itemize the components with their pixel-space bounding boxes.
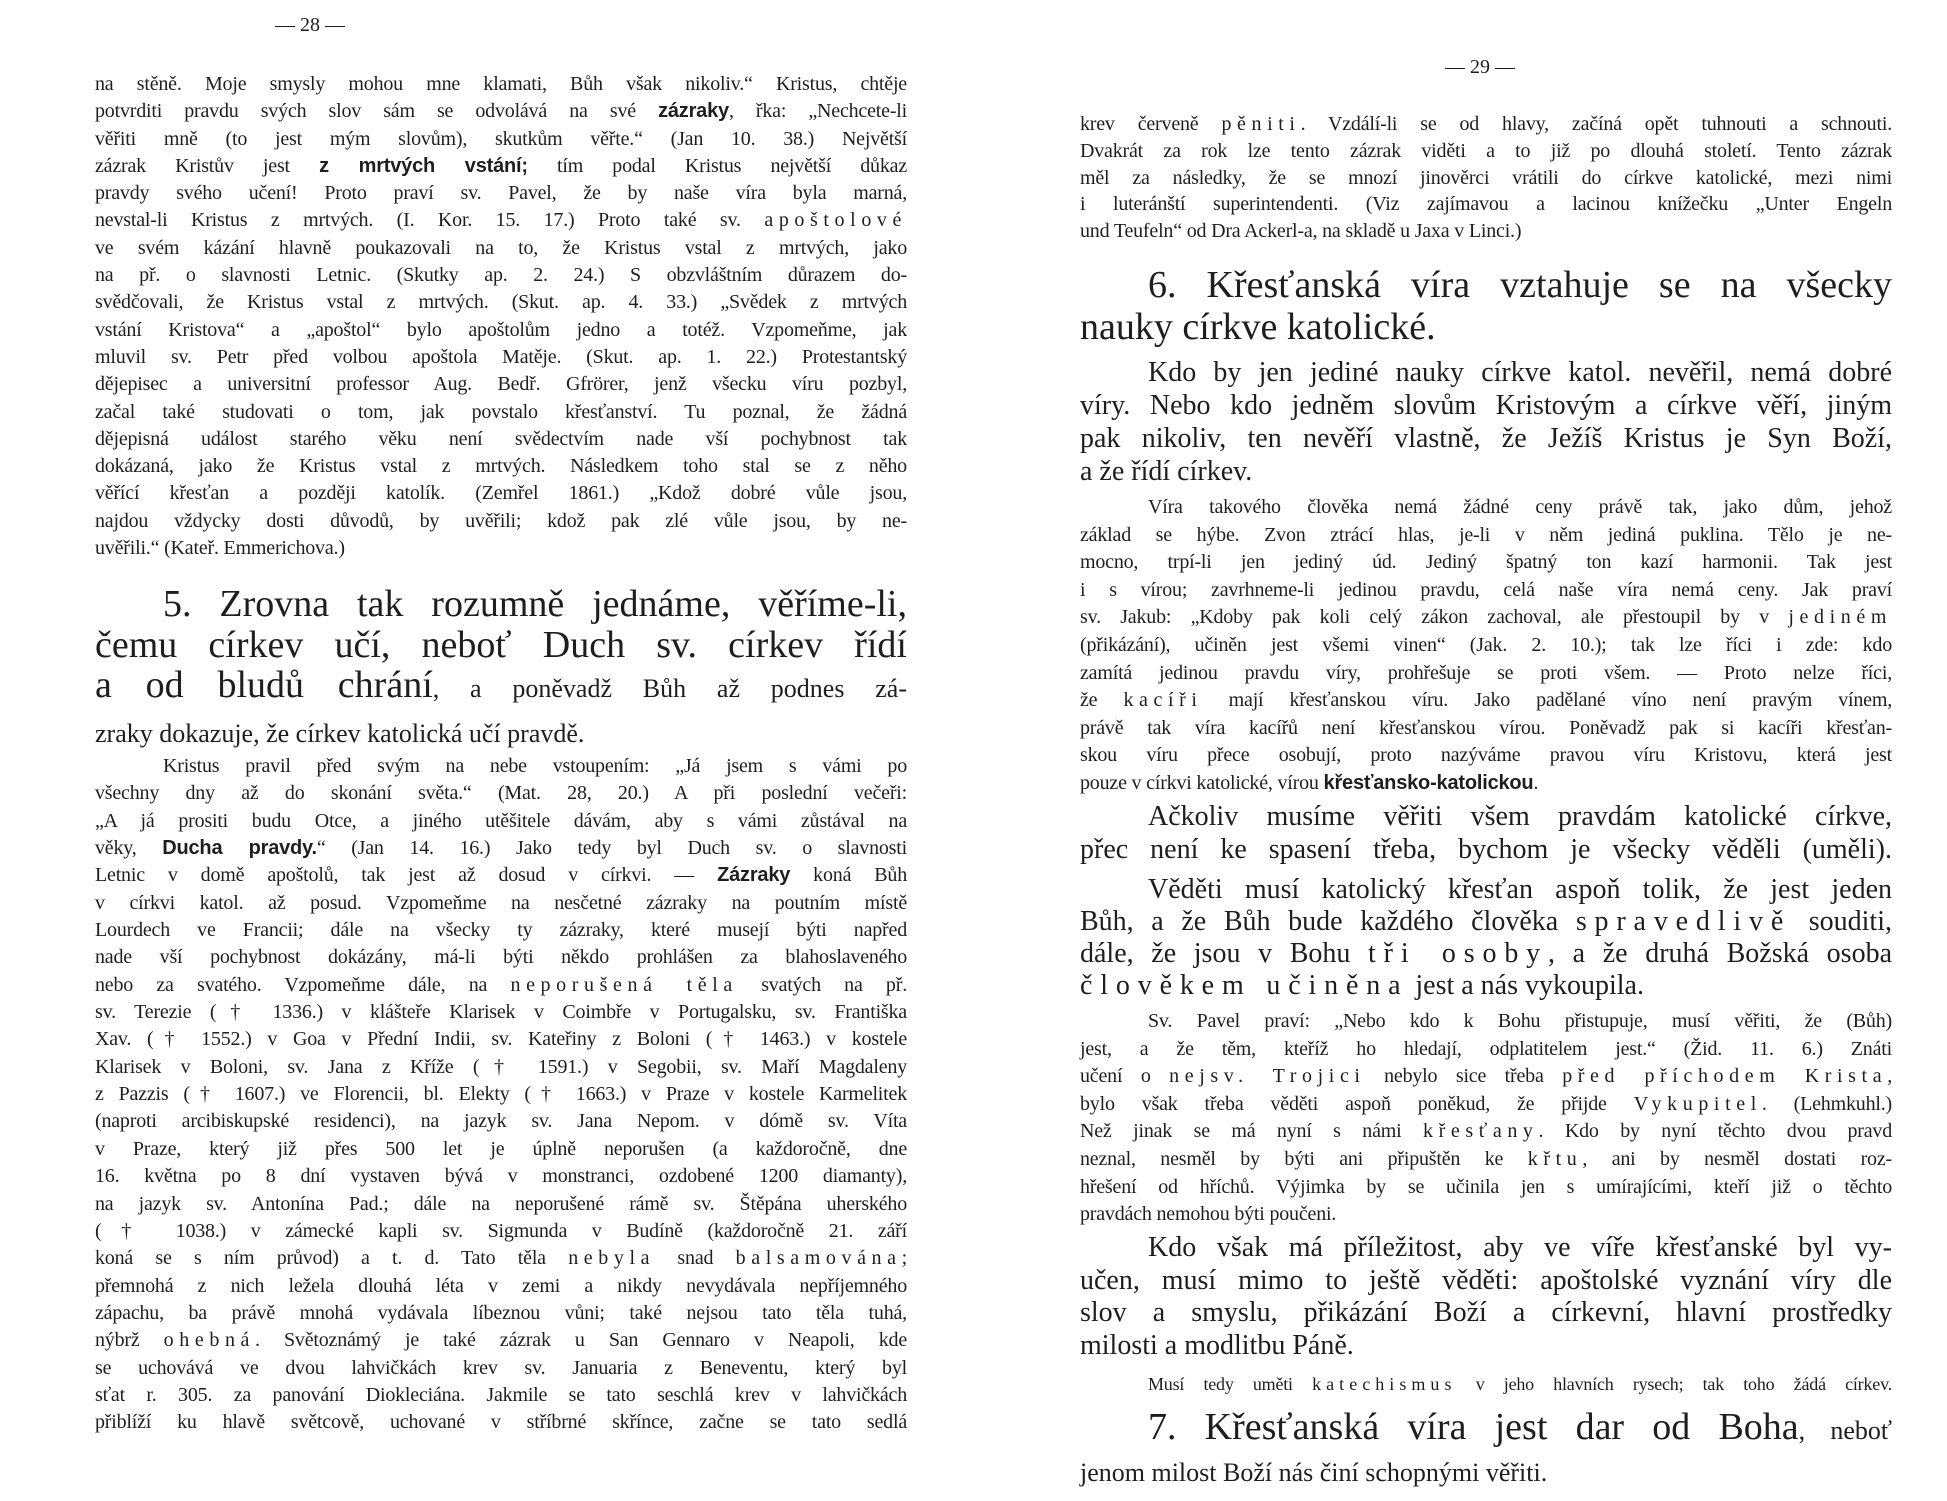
- text-run: Musí tedy uměti: [1148, 1374, 1313, 1394]
- text-run: , řka: „Nechcete-li: [728, 100, 907, 123]
- text-line: [95, 1136, 907, 1163]
- text-run: ,: [1887, 1065, 1892, 1088]
- text-run: Lourdech ve Francii; dále na všecky ty zázraky, které musejí býti napřed: [95, 919, 907, 942]
- text-run: nevstal-li Kristus z mrtvých. (I. Kor. 15. 17.) Proto také sv.: [95, 209, 765, 232]
- text-line: [95, 780, 907, 807]
- text-run: Xav. († 1552.) v Goa v Přední Indii, sv. Kateřiny z Boloni († 1463.) v kostele: [95, 1028, 907, 1051]
- text-run: uvěřili.“ (Kateř. Emmerichova.): [95, 537, 345, 560]
- text-run: Bůh, a že Bůh bude každého člověka: [1080, 906, 1576, 937]
- text-run: věřiti mně (to jest mým slovům), skutkům věřte.“ (Jan 10. 38.) Největší: [95, 127, 907, 150]
- text-line: [1080, 306, 1892, 348]
- text-line: [1080, 938, 1892, 970]
- text-run: , a poněvadž Bůh až podnes zá-: [432, 674, 907, 703]
- text-line: [1080, 356, 1892, 389]
- text-run: 16. května po 8 dní vystaven bývá v monstranci, ozdobené 1200 diamanty),: [95, 1165, 907, 1188]
- text-line: [1080, 455, 1892, 488]
- spaced-emphasis: nejsv. Trojici: [1169, 1065, 1366, 1088]
- text-line: [95, 126, 907, 153]
- text-line: [95, 426, 907, 453]
- text-run: sťat r. 305. za panování Diokleciána. Jakmile se tato seschlá krev v lahvičkách: [95, 1383, 907, 1406]
- text-run: (naproti arcibiskupské residenci), na jazyk sv. Jana Nepom. v dómě sv. Víta: [95, 1110, 907, 1133]
- text-line: [1080, 604, 1892, 632]
- text-run: na př. o slavnosti Letnic. (Skutky ap. 2. 24.) S obzvláštním důrazem do-: [95, 264, 907, 287]
- text-run: zápachu, ba právě mnohá vydávala líbeznou vůni; také nejsou tato těla tuhá,: [95, 1301, 907, 1324]
- text-run: und Teufeln“ od Dra Ackerl-a, na skladě u Jaxa v Linci.): [1080, 220, 1522, 243]
- text-run: Letnic v domě apoštolů, tak jest až dosud v církvi. —: [95, 864, 718, 887]
- bold-emphasis: křesťansko-katolickou: [1323, 771, 1534, 794]
- text-line: [95, 1300, 907, 1327]
- text-run: milosti a modlitbu Páně.: [1080, 1330, 1354, 1362]
- text-run: přec není ke spasení třeba, bychom je všecky věděli (uměli).: [1080, 834, 1892, 865]
- text-run: svatých na př.: [737, 973, 907, 996]
- text-run: . (Lehmkuhl.): [1761, 1092, 1892, 1115]
- spaced-emphasis: ohebná: [163, 1329, 256, 1352]
- text-run: na jazyk sv. Antonína Pad.; dále na neporušené rámě sv. Štěpána uherského: [95, 1192, 907, 1215]
- text-line: [95, 1245, 907, 1272]
- text-line: [95, 1163, 907, 1190]
- text-line: [1080, 549, 1892, 577]
- spaced-emphasis: balsamována: [735, 1247, 902, 1270]
- text-line: [95, 235, 907, 262]
- text-line: [95, 535, 907, 562]
- page-number: — 29 —: [1445, 56, 1515, 78]
- text-run: jest a nás vykoupila.: [1408, 970, 1644, 1001]
- text-run: dějepisec a universitní professor Aug. Bedř. Gfrörer, jenž všecku víru pozbyl,: [95, 373, 907, 396]
- text-run: dokázaná, jako že Kristus vstal z mrtvých. Následkem toho stal se z něho: [95, 455, 907, 478]
- text-line: [1080, 770, 1892, 798]
- text-line: [1080, 874, 1892, 906]
- text-line: [95, 180, 907, 207]
- text-line: [1080, 1146, 1892, 1174]
- text-line: [1080, 218, 1892, 245]
- text-run: všechny dny až do skonání světa.“ (Mat. 28, 20.) A při poslední večeři:: [95, 782, 907, 805]
- text-run: 5. Zrovna tak rozumně jednáme, věříme-li,: [163, 583, 907, 625]
- text-run: se uchovává ve dvou lahvičkách krev sv. Januaria z Beneventu, který byl: [95, 1356, 907, 1379]
- text-run: mluvil sv. Petr před volbou apoštola Matěje. (Skut. ap. 1. 22.) Protestantský: [95, 345, 907, 368]
- text-run: jest, a že těm, kteříž ho hledají, odplatitelem jest.“ (Žid. 11. 6.) Znáti: [1080, 1037, 1892, 1060]
- text-run: Klarisek v Boloni, sv. Jana z Kříže († 1591.) v Segobii, sv. Maří Magdaleny: [95, 1055, 907, 1078]
- text-run: v Praze, který již přes 500 let je úplně neporušen (a každoročně, dne: [95, 1137, 907, 1160]
- section-heading-7: [1080, 1406, 1892, 1494]
- text-run: přiblíží ku hlavě světcově, uchované v stříbrné skřínce, začne se tato sedlá: [95, 1411, 907, 1434]
- text-run: koná Bůh: [790, 864, 908, 887]
- text-run: Věděti musí katolický křesťan aspoň tolik, že jest jeden: [1148, 874, 1892, 905]
- paragraph: [1080, 494, 1892, 798]
- text-run: pravdy svého učení! Proto praví sv. Pavel, že by naše víra byla marná,: [95, 182, 907, 205]
- text-run: základ se hýbe. Zvon ztrácí hlas, je-li v něm jediná puklina. Tělo je ne-: [1080, 523, 1892, 546]
- text-line: [95, 508, 907, 535]
- text-run: i s vírou; zavrhneme-li jedinou pravdu, celá naše víra nemá ceny. Jak praví: [1080, 578, 1892, 601]
- text-line: [1080, 1370, 1892, 1398]
- text-run: souditi,: [1791, 906, 1892, 937]
- text-line: [95, 835, 907, 862]
- lead-paragraph: [1080, 1232, 1892, 1363]
- text-line: [1080, 191, 1892, 218]
- text-line: [1080, 1174, 1892, 1202]
- text-run: krev červeně: [1080, 113, 1222, 135]
- text-line: [95, 207, 907, 234]
- text-line: [95, 1054, 907, 1081]
- text-run: Ačkoliv musíme věřiti všem pravdám katolické církve,: [1148, 801, 1892, 832]
- spaced-emphasis: křesťany: [1422, 1120, 1539, 1143]
- spaced-emphasis: tři osoby: [1368, 938, 1549, 969]
- text-run: vstání Kristova“ a „apoštol“ bylo apoštolům jedno a totéž. Vzpomeňme, jak: [95, 318, 907, 341]
- text-run: “ (Jan 14. 16.) Jako tedy byl Duch sv. o slavnosti: [316, 837, 907, 860]
- spaced-emphasis: pěniti: [1221, 113, 1301, 135]
- text-run: neznal, nesměl by býti ani připuštěn ke: [1080, 1147, 1528, 1170]
- text-line: [1080, 1063, 1892, 1091]
- text-line: [95, 71, 907, 98]
- text-run: „A já prositi budu Otce, a jiného utěšitele dávám, aby s vámi zůstával na: [95, 809, 907, 832]
- bold-emphasis: z mrtvých vstání;: [319, 154, 528, 177]
- text-line: [95, 862, 907, 889]
- text-run: zázrak Kristův jest: [95, 154, 320, 177]
- spaced-emphasis: neporušená těla: [510, 973, 738, 996]
- spaced-emphasis: spravedlivě: [1575, 906, 1792, 937]
- text-line: [1080, 833, 1892, 866]
- paragraph: [1080, 1008, 1892, 1229]
- right-page: [1040, 0, 1940, 1501]
- text-run: na stěně. Moje smysly mohou mne klamati, Bůh však nikoliv.“ Kristus, chtěje: [95, 73, 907, 95]
- text-run: mocno, trpí-li jen jediný úd. Jediný špatný ton kazí harmonii. Tak jest: [1080, 551, 1892, 574]
- text-run: hřešení od hříchů. Výjimka by se učinila jen s umírajícími, kteří již o těchto: [1080, 1175, 1892, 1198]
- spaced-emphasis: Vykupitel: [1633, 1092, 1762, 1115]
- paragraph: [95, 753, 907, 1437]
- text-line: [1080, 1091, 1892, 1119]
- text-run: mají křesťanskou víru. Jako padělané víno není pravým vínem,: [1202, 689, 1892, 712]
- text-line: [95, 1108, 907, 1135]
- text-run: věky,: [95, 837, 163, 860]
- text-run: nebo za svatého. Vzpomeňme dále, na: [95, 973, 511, 996]
- text-line: [1080, 1008, 1892, 1036]
- text-run: koná se s ním průvod) a t. d. Tato těla: [95, 1247, 569, 1270]
- text-line: [95, 1409, 907, 1436]
- text-line: [95, 1327, 907, 1354]
- text-run: . Světoznámý je také zázrak u San Gennaro v Neapoli, kde: [255, 1329, 907, 1352]
- text-line: [95, 1273, 907, 1300]
- spaced-emphasis: kacíři: [1123, 689, 1203, 712]
- text-line: [95, 317, 907, 344]
- text-line: [1080, 660, 1892, 688]
- text-run: Kdo by jen jediné nauky církve katol. nevěřil, nemá dobré: [1148, 357, 1892, 388]
- text-line: [95, 1191, 907, 1218]
- text-run: 6. Křesťanská víra vztahuje se na všecky: [1148, 264, 1892, 306]
- lead-paragraph: [1080, 874, 1892, 1002]
- text-line: [95, 344, 907, 371]
- text-run: . Vzdálí-li se od hlavy, začíná opět tuhnouti a schnouti.: [1300, 113, 1893, 135]
- text-run: a od bludů chrání: [95, 664, 433, 706]
- text-line: [1080, 715, 1892, 743]
- spaced-emphasis: před příchodem Krista: [1562, 1065, 1888, 1088]
- page-number: — 28 —: [275, 14, 345, 36]
- text-line: [95, 944, 907, 971]
- text-run: věřící křesťan a později katolík. (Zemřel 1861.) „Kdož dobré vůle jsou,: [95, 482, 907, 505]
- text-line: [95, 371, 907, 398]
- bold-emphasis: zázraky: [658, 100, 729, 123]
- text-line: [1080, 111, 1892, 138]
- text-line: [95, 1081, 907, 1108]
- text-line: [95, 710, 907, 755]
- text-line: [1080, 389, 1892, 422]
- text-run: učen, musí mimo to ještě věděti: apoštolské vyznání víry dle: [1080, 1264, 1892, 1296]
- spaced-emphasis: člověkem učiněna: [1080, 970, 1409, 1001]
- text-line: [95, 1218, 907, 1245]
- text-run: slov a smyslu, přikázání Boží a církevní, hlavní prostředky: [1080, 1297, 1892, 1329]
- text-line: [95, 453, 907, 480]
- text-run: a že řídí církev.: [1080, 456, 1253, 487]
- text-line: [1080, 577, 1892, 605]
- text-line: [95, 917, 907, 944]
- text-run: zamítá jedinou pravdu víry, prohřešuje se proti všem. — Proto nelze říci,: [1080, 661, 1892, 684]
- text-line: [95, 1026, 907, 1053]
- text-run: dále, že jsou v Bohu: [1080, 938, 1369, 969]
- text-run: nade vší pochybnost dokázány, má-li býti někdo prohlášen za blahoslaveného: [95, 946, 907, 969]
- text-line: [1080, 800, 1892, 833]
- text-run: bylo však třeba věděti aspoň poněkud, že přijde: [1080, 1092, 1634, 1115]
- text-run: pouze v církvi katolické, vírou: [1080, 771, 1324, 794]
- text-run: 7. Křesťanská víra jest dar od Boha: [1148, 1406, 1799, 1448]
- spaced-emphasis: nebyla: [568, 1247, 656, 1270]
- text-line: [1080, 1452, 1892, 1494]
- text-run: skou víru přece osobují, proto nazýváme pravou víru Kristovu, která jest: [1080, 744, 1892, 767]
- text-run: pak nikoliv, ten nevěří vlastně, že Ježíš Kristus je Syn Boží,: [1080, 423, 1892, 454]
- bold-emphasis: Ducha pravdy.: [162, 837, 317, 860]
- text-line: [1080, 1232, 1892, 1265]
- text-run: .: [1533, 771, 1539, 794]
- text-line: [1080, 1297, 1892, 1330]
- text-run: svědčovali, že Kristus vstal z mrtvých. (Skut. ap. 4. 33.) „Svědek z mrtvých: [95, 291, 907, 314]
- text-line: [95, 625, 907, 666]
- text-run: ;: [901, 1247, 907, 1270]
- text-run: z Pazzis († 1607.) ve Florencii, bl. Elekty († 1663.) v Praze v kostele Karmelitek: [95, 1083, 907, 1106]
- section-heading-5: [95, 584, 907, 754]
- left-page: [60, 0, 960, 1501]
- text-line: [1080, 742, 1892, 770]
- text-line: [1080, 970, 1892, 1002]
- spaced-emphasis: apoštolové: [764, 209, 907, 232]
- text-run: (přikázání), učiněn jest všemi vinen“ (Jak. 2. 10.); tak lze říci i zde: kdo: [1080, 633, 1892, 656]
- text-line: [95, 153, 907, 180]
- text-line: [1080, 1406, 1892, 1452]
- text-line: [1080, 1265, 1892, 1298]
- spaced-emphasis: jediném: [1788, 606, 1892, 629]
- text-line: [95, 972, 907, 999]
- text-run: , neboť: [1798, 1416, 1892, 1445]
- text-run: , ani by nesměl dostati roz-: [1582, 1147, 1892, 1170]
- text-line: [1080, 1036, 1892, 1064]
- text-run: že: [1080, 689, 1124, 712]
- text-line: [1080, 165, 1892, 192]
- text-run: , a že druhá Božská osoba: [1548, 938, 1892, 969]
- text-run: dějepisná událost starého věku není svědectvím nade vší pochybnost tak: [95, 427, 907, 450]
- text-line: [1080, 1330, 1892, 1363]
- text-run: snad: [655, 1247, 736, 1270]
- text-line: [95, 890, 907, 917]
- text-line: [1080, 906, 1892, 938]
- text-line: [95, 665, 907, 710]
- text-run: přemnohá z nich ležela dlouhá léta v zemi a nikdy nevydávala nepříjemného: [95, 1274, 907, 1297]
- text-run: Kdo však má příležitost, aby ve víře křesťanské byl vy-: [1148, 1232, 1892, 1263]
- text-line: [1080, 1201, 1892, 1229]
- text-run: učení o: [1080, 1065, 1170, 1088]
- text-line: [1080, 1118, 1892, 1146]
- text-run: měl za následky, že se mnozí jinověrci vrátili do církve katolické, mezi nimi: [1080, 166, 1892, 189]
- text-line: [1080, 522, 1892, 550]
- text-run: čemu církev učí, neboť Duch sv. církev řídí: [95, 623, 907, 666]
- text-run: jenom milost Boží nás činí schopnými věřiti.: [1080, 1458, 1548, 1487]
- spaced-emphasis: křtu: [1527, 1147, 1583, 1170]
- text-run: Než jinak se má nyní s námi: [1080, 1120, 1423, 1143]
- text-run: v církvi katol. až posud. Vzpomeňme na nesčetné zázraky na poutním místě: [95, 891, 907, 914]
- text-run: pravdách nemohou býti poučeni.: [1080, 1203, 1337, 1226]
- text-line: [95, 1382, 907, 1409]
- text-line: [95, 289, 907, 316]
- text-line: [1080, 264, 1892, 306]
- text-run: najdou vždycky dosti důvodů, by uvěřili; kdož pak zlé vůle jsou, by ne-: [95, 509, 907, 532]
- text-line: [95, 480, 907, 507]
- text-run: ve svém kázání hlavně poukazovali na to, že Kristus vstal z mrtvých, jako: [95, 236, 907, 259]
- text-line: [1080, 632, 1892, 660]
- text-run: potvrditi pravdu svých slov sám se odvolává na své: [95, 100, 659, 123]
- text-run: Víra takového člověka nemá žádné ceny právě tak, jako dům, jehož: [1148, 496, 1892, 518]
- text-line: [95, 999, 907, 1026]
- text-line: [95, 584, 907, 625]
- lead-paragraph: [1080, 356, 1892, 488]
- text-run: Kristus pravil před svým na nebe vstoupením: „Já jsem s vámi po: [163, 755, 907, 777]
- text-line: [95, 98, 907, 125]
- text-run: zraky dokazuje, že církev katolická učí pravdě.: [95, 718, 585, 748]
- paragraph: [1080, 111, 1892, 245]
- text-line: [1080, 687, 1892, 715]
- text-run: sv. Jakub: „Kdoby pak koli celý zákon zachoval, ale přestoupil by v: [1080, 606, 1789, 629]
- text-run: . Kdo by nyní těchto dvou pravd: [1538, 1120, 1892, 1143]
- note-line: [1080, 1370, 1892, 1398]
- text-run: († 1038.) v zámecké kapli sv. Sigmunda v Budíně (každoročně 21. září: [95, 1219, 907, 1242]
- text-line: [95, 262, 907, 289]
- bold-emphasis: Zázraky: [717, 864, 791, 887]
- text-line: [95, 808, 907, 835]
- text-run: nebylo sice třeba: [1365, 1065, 1563, 1088]
- section-heading-6: [1080, 264, 1892, 348]
- text-run: Dvakrát za rok lze tento zázrak viděti a to již po dlouhá století. Tento zázrak: [1080, 139, 1892, 162]
- text-run: tím podal Kristus největší důkaz: [527, 154, 907, 177]
- text-run: nauky církve katolické.: [1080, 306, 1436, 348]
- paragraph: [95, 71, 907, 562]
- text-run: i luteránští superintendenti. (Viz zajímavou a lacinou knížečku „Unter Engeln: [1080, 193, 1892, 216]
- text-run: nýbrž: [95, 1329, 164, 1352]
- spaced-emphasis: katechismus: [1312, 1374, 1457, 1394]
- text-run: Sv. Pavel praví: „Nebo kdo k Bohu přistupuje, musí věřiti, že (Bůh): [1148, 1010, 1892, 1032]
- text-run: v jeho hlavních rysech; tak toho žádá církev.: [1456, 1374, 1892, 1394]
- text-line: [95, 1355, 907, 1382]
- text-line: [1080, 138, 1892, 165]
- text-line: [1080, 494, 1892, 522]
- text-run: právě tak víra kacířů není křesťanskou vírou. Poněvadž pak si kacíři křesťan-: [1080, 716, 1892, 739]
- text-run: začal také studovati o tom, jak povstalo křesťanství. Tu poznal, že žádná: [95, 400, 907, 423]
- text-line: [95, 399, 907, 426]
- text-run: víry. Nebo kdo jedněm slovům Kristovým a církve věří, jiným: [1080, 390, 1892, 421]
- text-line: [1080, 422, 1892, 455]
- lead-paragraph: [1080, 800, 1892, 866]
- text-run: sv. Terezie († 1336.) v klášteře Klarisek v Coimbře v Portugalsku, sv. Františka: [95, 1001, 907, 1024]
- text-line: [95, 753, 907, 780]
